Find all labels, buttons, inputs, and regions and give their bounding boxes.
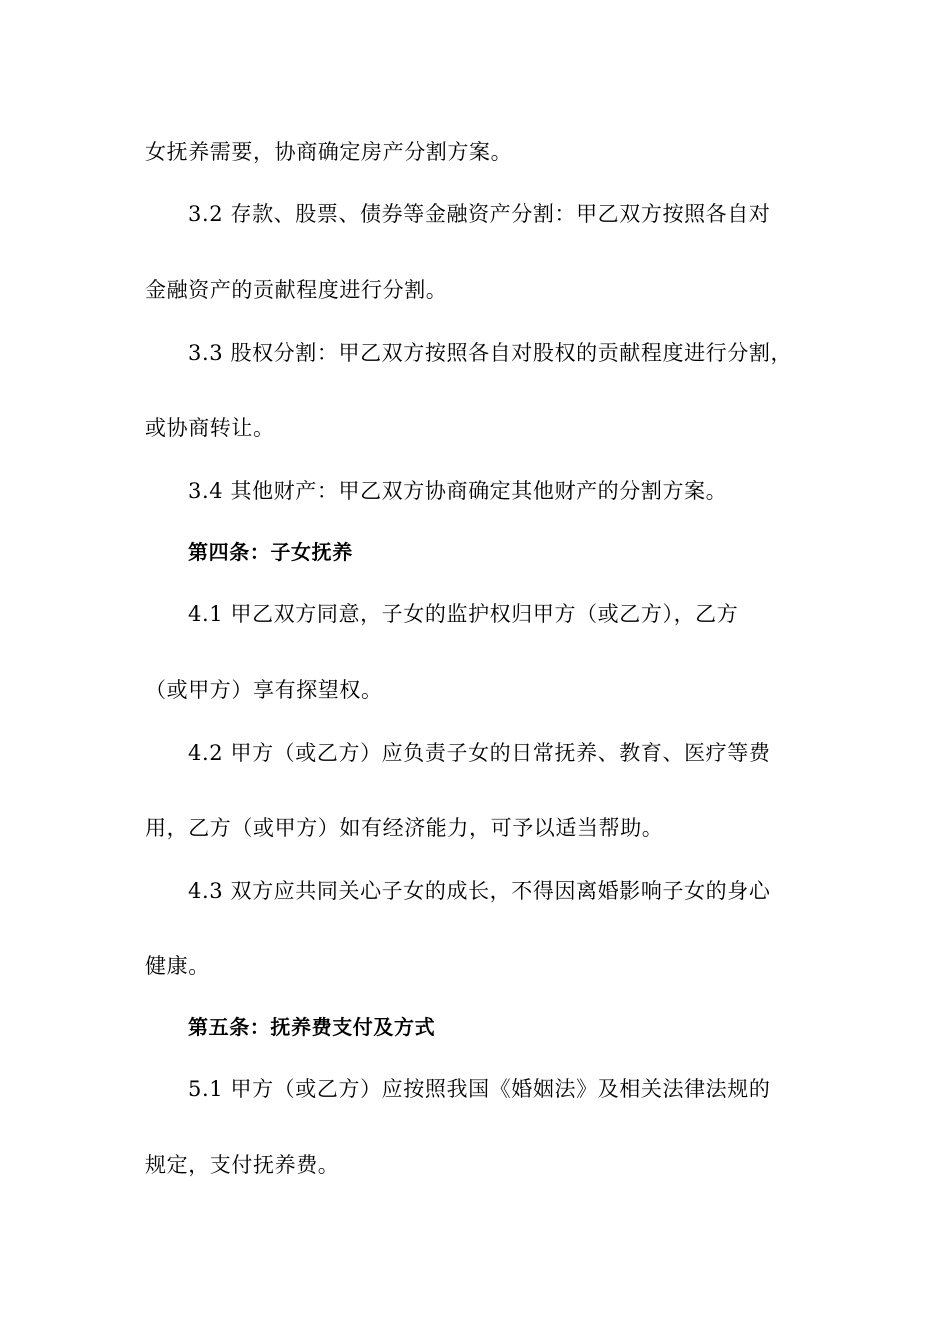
- clause-3-4-line: 3.4 其他财产：甲乙双方协商确定其他财产的分割方案。: [188, 479, 728, 503]
- paragraph-line-continuation: 女抚养需要，协商确定房产分割方案。: [145, 140, 513, 164]
- article-5-heading: 第五条：抚养费支付及方式: [188, 1015, 436, 1039]
- clause-4-3-continuation: 健康。: [145, 954, 210, 978]
- clause-5-1-line: 5.1 甲方（或乙方）应按照我国《婚姻法》及相关法律法规的: [188, 1077, 771, 1101]
- clause-3-2-continuation: 金融资产的贡献程度进行分割。: [145, 278, 448, 302]
- clause-4-2-line: 4.2 甲方（或乙方）应负责子女的日常抚养、教育、医疗等费: [188, 741, 771, 765]
- clause-3-2-line: 3.2 存款、股票、债券等金融资产分割：甲乙双方按照各自对: [188, 202, 771, 226]
- clause-3-3-line: 3.3 股权分割：甲乙双方按照各自对股权的贡献程度进行分割，: [188, 341, 793, 365]
- clause-4-1-continuation: （或甲方）享有探望权。: [145, 678, 383, 702]
- article-4-heading: 第四条：子女抚养: [188, 540, 353, 564]
- clause-3-3-continuation: 或协商转让。: [145, 416, 275, 440]
- clause-4-1-line: 4.1 甲乙双方同意，子女的监护权归甲方（或乙方），乙方: [188, 602, 739, 626]
- clause-4-2-continuation: 用，乙方（或甲方）如有经济能力，可予以适当帮助。: [145, 816, 664, 840]
- clause-5-1-continuation: 规定，支付抚养费。: [145, 1153, 340, 1177]
- clause-4-3-line: 4.3 双方应共同关心子女的成长，不得因离婚影响子女的身心: [188, 879, 771, 903]
